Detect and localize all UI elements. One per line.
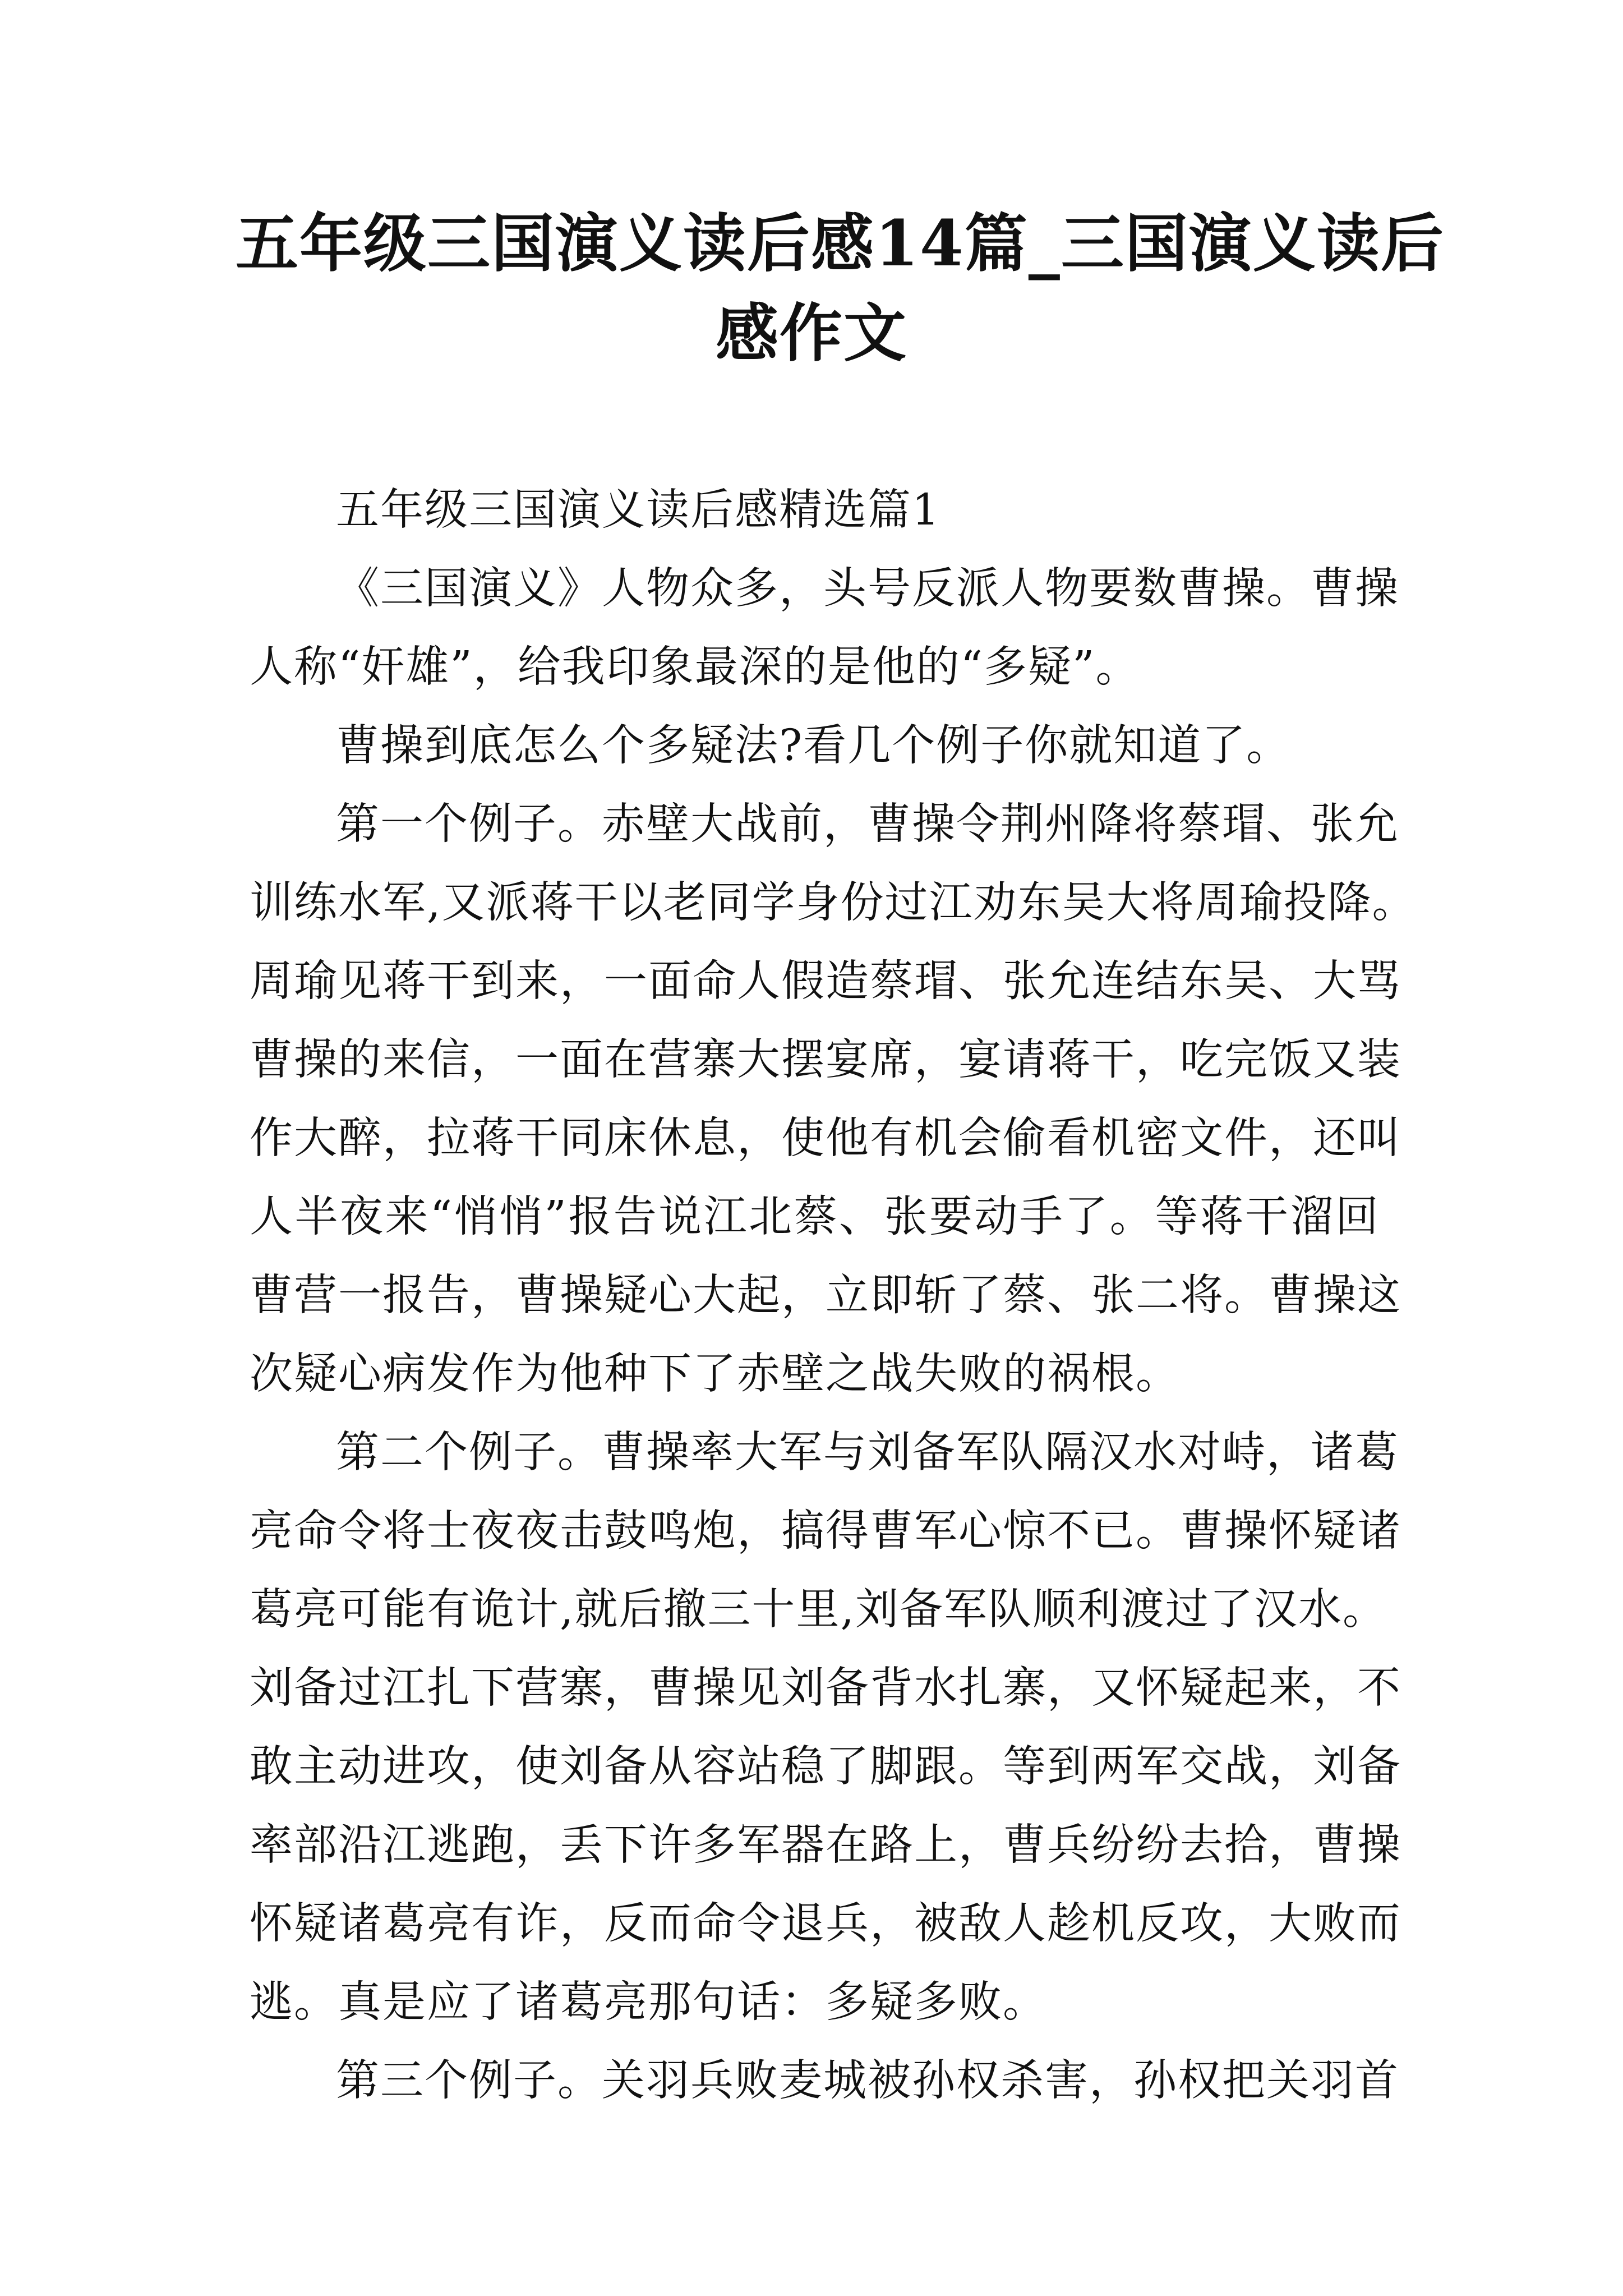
document-title [236, 199, 1445, 379]
section-heading [250, 471, 1380, 550]
paragraph-line: 第二个例子。曹操率大军与刘备军队隔汉水对峙，诸葛 [336, 1428, 1399, 1478]
paragraph-line: 怀疑诸葛亮有诈，反而命令退兵，被敌人趁机反攻，大败而 [250, 1899, 1401, 1949]
paragraph-line: 亮命令将士夜夜击鼓鸣炮，搞得曹军心惊不已。曹操怀疑诸 [250, 1506, 1401, 1556]
paragraph-line: 逃。真是应了诸葛亮那句话：多疑多败。 [250, 1977, 1047, 2027]
title-line: 感作文 [716, 297, 907, 370]
paragraph-line: 人称“奸雄”，给我印象最深的是他的“多疑”。 [250, 642, 1140, 692]
paragraph-line: 五年级三国演义读后感精选篇1 [336, 485, 940, 535]
paragraph-line: 敢主动进攻，使刘备从容站稳了脚跟。等到两军交战，刘备 [250, 1742, 1401, 1792]
paragraph-line: 率部沿江逃跑，丢下许多军器在路上，曹兵纷纷去拾，曹操 [250, 1820, 1401, 1870]
paragraph-line: 曹操的来信，一面在营寨大摆宴席，宴请蒋干，吃完饭又装 [250, 1035, 1401, 1085]
paragraph-line: 曹营一报告，曹操疑心大起，立即斩了蔡、张二将。曹操这 [250, 1271, 1401, 1320]
paragraph-line: 刘备过江扎下营寨，曹操见刘备背水扎寨，又怀疑起来，不 [250, 1663, 1401, 1713]
paragraph-line: 训练水军,又派蒋干以老同学身份过江劝东吴大将周瑜投降。 [250, 878, 1417, 928]
title-line: 五年级三国演义读后感14篇_三国演义读后 [236, 207, 1445, 280]
paragraph-line: 人半夜来“悄悄”报告说江北蔡、张要动手了。等蒋干溜回 [250, 1192, 1380, 1242]
paragraph-line: 第一个例子。赤壁大战前，曹操令荆州降将蔡瑁、张允 [336, 799, 1399, 849]
paragraph [250, 550, 1399, 707]
paragraph-line: 《三国演义》人物众多，头号反派人物要数曹操。曹操 [336, 564, 1399, 614]
paragraph-line: 第三个例子。关羽兵败麦城被孙权杀害，孙权把关羽首 [336, 2056, 1399, 2106]
paragraph [250, 2042, 1399, 2120]
document-body [250, 471, 1417, 2120]
paragraph-line: 次疑心病发作为他种下了赤壁之战失败的祸根。 [250, 1349, 1180, 1399]
paragraph [250, 785, 1417, 1414]
paragraph-line: 周瑜见蒋干到来，一面命人假造蔡瑁、张允连结东吴、大骂 [250, 956, 1401, 1006]
paragraph-line: 曹操到底怎么个多疑法?看几个例子你就知道了。 [336, 721, 1291, 771]
paragraph [250, 707, 1380, 785]
paragraph-line: 作大醉，拉蒋干同床休息，使他有机会偷看机密文件，还叫 [250, 1114, 1401, 1163]
paragraph [250, 1414, 1401, 2042]
paragraph-line: 葛亮可能有诡计,就后撤三十里,刘备军队顺利渡过了汉水。 [250, 1585, 1387, 1635]
